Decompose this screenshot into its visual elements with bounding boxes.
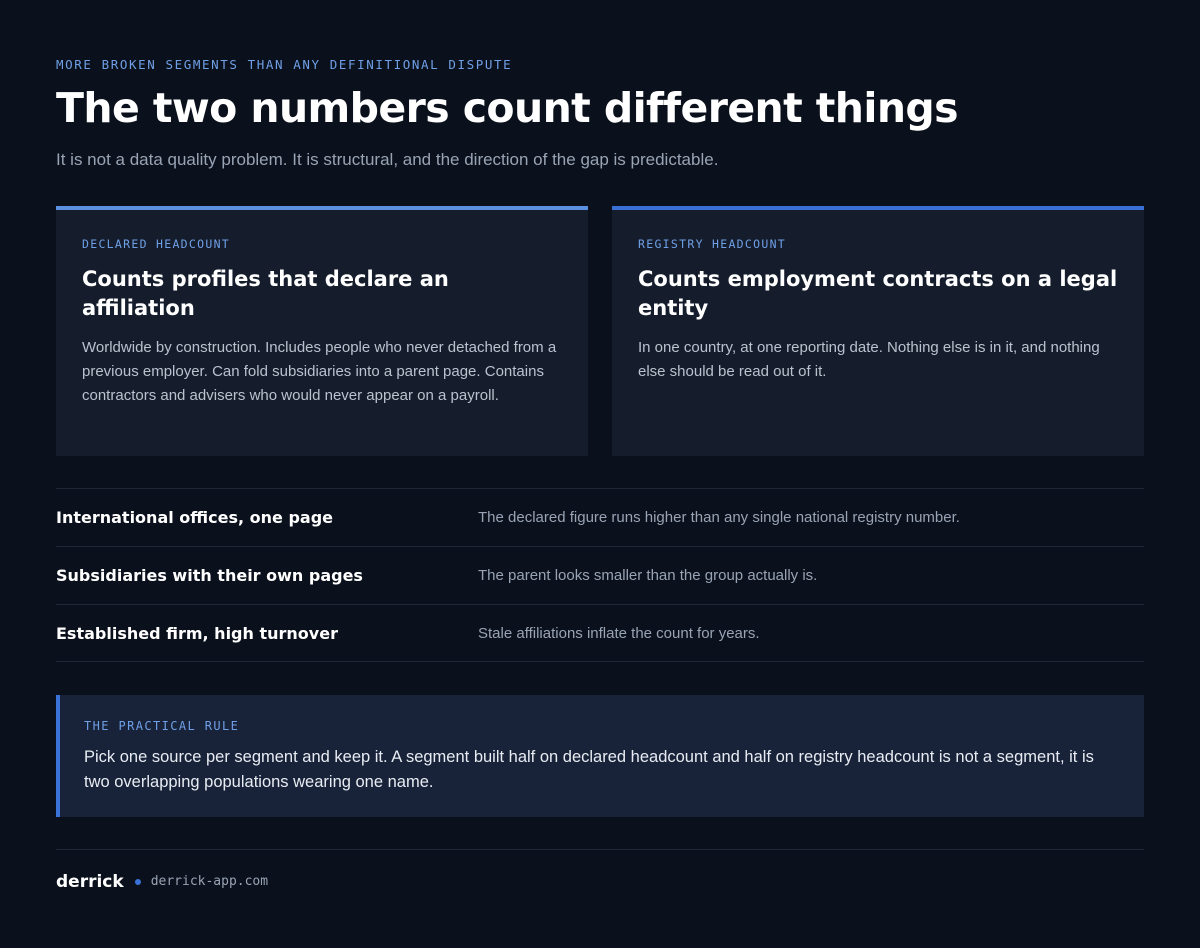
registry-headcount-card	[612, 206, 1144, 456]
row-label: International offices, one page	[56, 508, 333, 527]
card-label: REGISTRY HEADCOUNT	[638, 237, 787, 251]
row-description: The parent looks smaller than the group actually is.	[478, 567, 818, 584]
eyebrow: MORE BROKEN SEGMENTS THAN ANY DEFINITIONAL DISPUTE	[56, 57, 513, 72]
website-link[interactable]: derrick-app.com	[150, 874, 269, 889]
callout-text: Pick one source per segment and keep it. A segment built half on declared headcount and half on registry headcount is not a segment, it is two overlapping populations wearing one name.	[84, 748, 1094, 791]
row-label: Established firm, high turnover	[56, 623, 338, 643]
card-label: DECLARED HEADCOUNT	[82, 237, 231, 251]
page-subtitle: It is not a data quality problem. It is structural, and the direction of the gap is predictable.	[56, 150, 719, 169]
row-label: Subsidiaries with their own pages	[56, 566, 363, 585]
comparison-cards	[56, 206, 1144, 456]
practical-rule-callout	[56, 695, 1144, 817]
card-title: Counts employment contracts on a legal entity	[638, 267, 1118, 320]
row-description: The declared figure runs higher than any single national registry number.	[478, 509, 960, 526]
card-body: Worldwide by construction. Includes people who never detached from a previous employer. Can fold subsidiaries into a parent page. Contains contractors and advisers who would never appear on a payroll.	[82, 339, 557, 404]
brand-logo: derrick	[56, 871, 124, 892]
table-row	[56, 546, 1144, 604]
table-row	[56, 488, 1144, 546]
page-title: The two numbers count different things	[56, 84, 958, 132]
callout-label: THE PRACTICAL RULE	[84, 719, 240, 733]
table-row	[56, 604, 1144, 662]
declared-headcount-card	[56, 206, 588, 456]
footer	[56, 849, 1144, 913]
card-body: In one country, at one reporting date. Nothing else is in it, and nothing else should be read out of it.	[638, 339, 1100, 380]
case-table	[56, 488, 1144, 662]
separator-dot-icon	[135, 879, 141, 885]
card-title: Counts profiles that declare an affiliation	[82, 267, 449, 320]
row-description: Stale affiliations inflate the count for years.	[478, 624, 760, 642]
